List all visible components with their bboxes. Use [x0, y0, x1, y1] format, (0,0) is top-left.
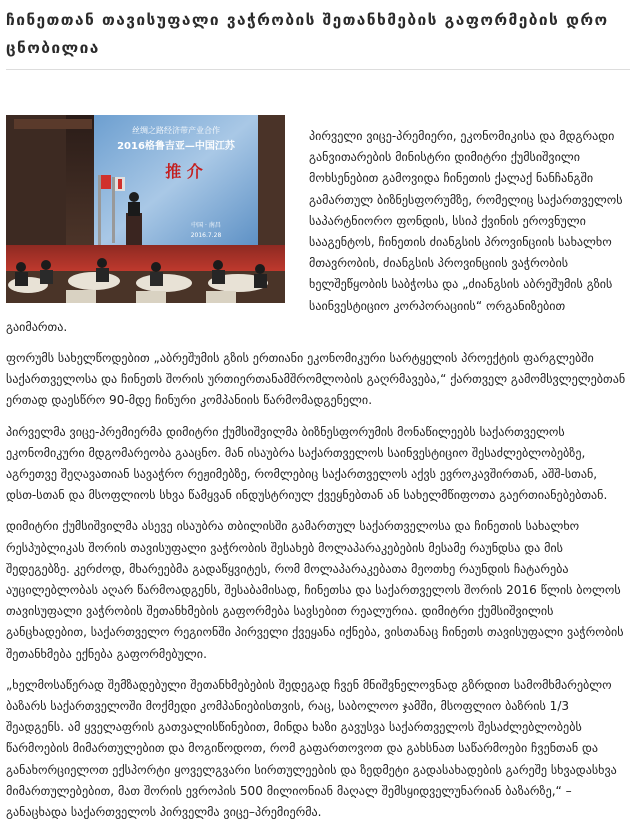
article-title: ჩინეთთან თავისუფალი ვაჭრობის შეთანხმების გაფორმების დრო ცნობილია [6, 11, 609, 57]
paragraph-3: პირველმა ვიცე-პრემიერმა დიმიტრი ქუმსიშვილმა ბიზნესფორუმის მონაწილეებს საქართველოს ეკონომიკური მდგომარეობა გააცნო. მან ისაუბრა საქართველოს საინვესტიციო შესაძლებლობებზე, აგრეთვე შეღავათიან სავაჭრო რეჟიმებზე, რომლებიც საქართველოს აქვს ევროკავშირთან, აშშ-სთან, დსთ-სთან და მსოფლიოს სხვა წამყვან ინდუსტრიულ ქვეყნებთან ან სახელმწიფოთა გაერთიანებებთან. [6, 424, 608, 503]
article-body [6, 70, 630, 823]
banner-big: 推 介 [165, 162, 203, 181]
paragraph-1: პირველი ვიცე-პრემიერი, ეკონომიკისა და მდგრადი განვითარების მინისტრი დიმიტრი ქუმსიშვილი მოხსენებით გამოვიდა ჩინეთის ქალაქ ნანჩანგში გამართულ ბიზნესფორუმზე, რომელიც საქართველოს საპარტნიორო ფონდის, სსიპ ქვინის ეროვნული სააგენტოს, ჩინეთის ძიანგსის პროვინციის სახალხო მთავრობის, ძიანგსის პროვინციის ვაჭრობის ხელშეწყობის საბჭოსა და „ძიანგსის აბრეშუმის გზის საინვესტიციო კორპორაციის“ ორგანიზებით გაიმართა. [6, 129, 623, 334]
article-photo[interactable] [6, 115, 285, 303]
paragraph-5: „ხელმოსაწერად შემზადებული შეთანხმებების შედეგად ჩვენ მნიშვნელოვნად გზრდით სამომხმარებლო ბაზარს საქართველოში მოქმედი კომპანიებისთვის, რაც, საბოლოო ჯამში, მსოფლიო ბაზრის 1/3 შეადგენს. ამ ყველაფრის გათვალისწინებით, მინდა ხაზი გავუსვა საქართველოს შესაძლებლობებს წარმოების მიმართულებით და მოგიწოდოთ, რომ გაფართოვოთ და გახსნათ საწარმოები ჩვენთან და განახორციელოთ ექსპორტი ყოველგვარი სირთულეების და ზედმეტი გადასახადების გარეშე სხვადასხვა მიმართულებებით, მათ შორის ევროპის 500 მილიონიან მაღალ შემსყიდველუნარიან ბაზარზე,“ – განაცხადა საქართველოს პირველმა ვიცე–პრემიერმა. [6, 677, 617, 820]
banner-line2: 2016格鲁吉亚—中国江苏 [117, 141, 235, 152]
paragraph-2: ფორუმს სახელწოდებით „აბრეშუმის გზის ერთიანი ეკონომიკური სარტყელის პროექტის ფარგლებში საქართველოსა და ჩინეთს შორის ურთიერთანამშრომლობის გაღრმავება,“ ქართველ გამომსვლელებთან ერთად დაესწრო 90-მდე ჩინური კომპანიის წარმომადგენელი. [6, 351, 626, 408]
paragraph-4: დიმიტრი ქუმსიშვილმა ასევე ისაუბრა თბილისში გამართულ საქართველოსა და ჩინეთის სახალხო რესპუბლიკას შორის თავისუფალი ვაჭრობის შესახებ მოლაპარაკებების მესამე რაუნდსა და მის შედეგებზე. კერძოდ, მხარეებმა გადაწყვიტეს, რომ მოლაპარაკებათა მეოთხე რაუნდის ჩატარება აუცილებლობას აღარ წარმოადგენს, შესაბამისად, ჩინეთსა და საქართველოს შორის 2016 წლის ბოლოს თავისუფალი ვაჭრობის შეთანხმების გაფორმება სავსებით რეალურია. დიმიტრი ქუმსიშვილის განცხადებით, საქართველო რეგიონში პირველი ქვეყანა იქნება, ვისთანაც ჩინეთს თავისუფალი ვაჭრობის შეთანხმება ექნება გაფორმებული. [6, 519, 624, 661]
conference-photo-illustration [6, 115, 285, 303]
banner-date: 2016.7.28 [190, 232, 222, 239]
banner-city: 中国 · 南昌 [191, 222, 221, 229]
banner-line1: 丝绸之路经济带产业合作 [132, 126, 220, 135]
